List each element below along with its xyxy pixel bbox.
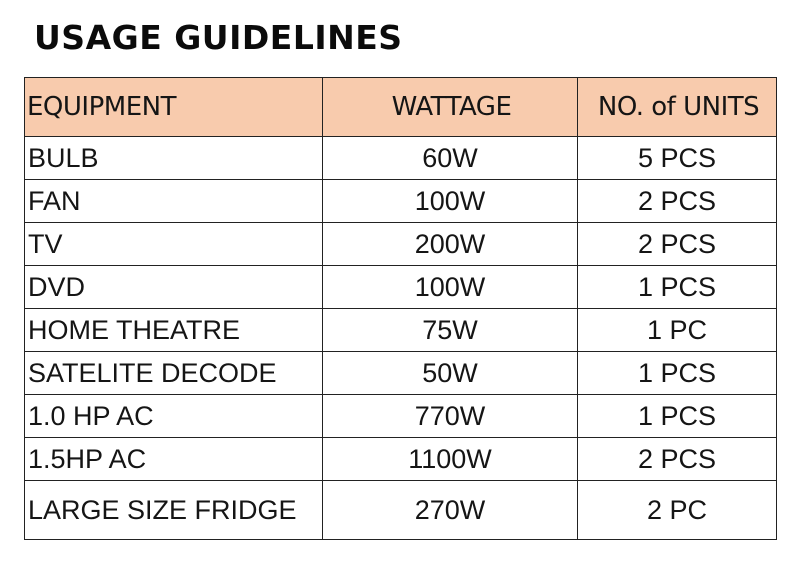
wattage-cell: 100W <box>323 180 578 223</box>
equipment-cell: DVD <box>25 266 323 309</box>
table-row <box>25 481 777 540</box>
table-row <box>25 438 777 481</box>
wattage-cell: 200W <box>323 223 578 266</box>
wattage-cell: 100W <box>323 266 578 309</box>
equipment-cell: 1.0 HP AC <box>25 395 323 438</box>
equipment-cell: SATELITE DECODE <box>25 352 323 395</box>
table-row <box>25 223 777 266</box>
equipment-cell: TV <box>25 223 323 266</box>
table-row <box>25 266 777 309</box>
units-cell: 2 PCS <box>578 438 777 481</box>
units-cell: 2 PCS <box>578 223 777 266</box>
units-cell: 2 PC <box>578 481 777 540</box>
equipment-cell: LARGE SIZE FRIDGE <box>25 481 323 540</box>
equipment-cell: 1.5HP AC <box>25 438 323 481</box>
wattage-cell: 60W <box>323 137 578 180</box>
table-header-row <box>25 78 777 137</box>
units-cell: 2 PCS <box>578 180 777 223</box>
units-cell: 5 PCS <box>578 137 777 180</box>
table-row <box>25 395 777 438</box>
column-header-equipment: EQUIPMENT <box>25 78 323 137</box>
table-row <box>25 309 777 352</box>
wattage-cell: 1100W <box>323 438 578 481</box>
usage-guidelines-table <box>24 77 777 540</box>
equipment-cell: FAN <box>25 180 323 223</box>
table-row <box>25 137 777 180</box>
wattage-cell: 270W <box>323 481 578 540</box>
units-cell: 1 PC <box>578 309 777 352</box>
page-title: USAGE GUIDELINES <box>34 18 403 57</box>
table-row <box>25 352 777 395</box>
wattage-cell: 50W <box>323 352 578 395</box>
column-header-wattage: WATTAGE <box>323 78 578 137</box>
wattage-cell: 770W <box>323 395 578 438</box>
units-cell: 1 PCS <box>578 395 777 438</box>
wattage-cell: 75W <box>323 309 578 352</box>
equipment-cell: HOME THEATRE <box>25 309 323 352</box>
units-cell: 1 PCS <box>578 266 777 309</box>
units-cell: 1 PCS <box>578 352 777 395</box>
equipment-cell: BULB <box>25 137 323 180</box>
column-header-units: NO. of UNITS <box>578 78 777 137</box>
table-row <box>25 180 777 223</box>
